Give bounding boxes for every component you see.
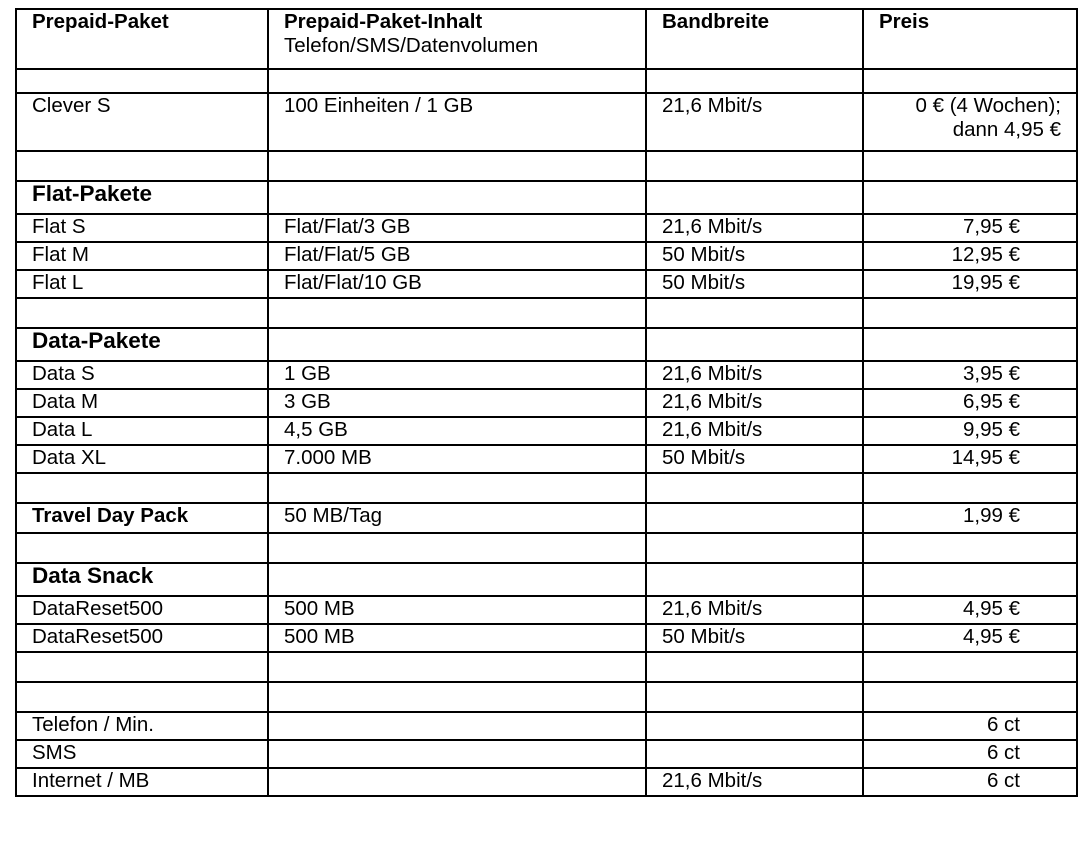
table-header-row: [16, 9, 1077, 69]
package-content: 3 GB: [268, 389, 646, 417]
package-bandwidth: 50 Mbit/s: [646, 242, 863, 270]
package-bandwidth: 21,6 Mbit/s: [646, 417, 863, 445]
package-bandwidth: 21,6 Mbit/s: [646, 768, 863, 796]
package-name: DataReset500: [16, 624, 268, 652]
table-row: [16, 242, 1077, 270]
spacer-row: [16, 533, 1077, 563]
header-inhalt: [268, 9, 646, 69]
table-row: [16, 214, 1077, 242]
package-content: 7.000 MB: [268, 445, 646, 473]
table-row: [16, 270, 1077, 298]
package-bandwidth: 21,6 Mbit/s: [646, 596, 863, 624]
package-bandwidth: 50 Mbit/s: [646, 624, 863, 652]
package-name: Data XL: [16, 445, 268, 473]
package-bandwidth: [646, 740, 863, 768]
spacer-row: [16, 473, 1077, 503]
package-content: 50 MB/Tag: [268, 503, 646, 533]
package-name: Telefon / Min.: [16, 712, 268, 740]
package-content: [268, 768, 646, 796]
package-name: Clever S: [16, 93, 268, 151]
spacer-row: [16, 682, 1077, 712]
package-price: 9,95 €: [863, 417, 1077, 445]
package-price: 4,95 €: [863, 596, 1077, 624]
package-content: 100 Einheiten / 1 GB: [268, 93, 646, 151]
header-inhalt-subtitle: Telefon/SMS/Datenvolumen: [284, 34, 539, 57]
package-bandwidth: [646, 712, 863, 740]
package-content: Flat/Flat/3 GB: [268, 214, 646, 242]
spacer-row: [16, 652, 1077, 682]
package-price: 6,95 €: [863, 389, 1077, 417]
section-row-data: [16, 328, 1077, 361]
package-price: 6 ct: [863, 740, 1077, 768]
spacer-row: [16, 298, 1077, 328]
package-bandwidth: 21,6 Mbit/s: [646, 214, 863, 242]
package-name: Flat M: [16, 242, 268, 270]
package-name: Flat L: [16, 270, 268, 298]
table-row: [16, 624, 1077, 652]
package-price: 12,95 €: [863, 242, 1077, 270]
package-name: Data S: [16, 361, 268, 389]
package-name: Flat S: [16, 214, 268, 242]
table-row: [16, 596, 1077, 624]
package-name: Travel Day Pack: [16, 503, 268, 533]
package-bandwidth: 50 Mbit/s: [646, 445, 863, 473]
package-name: SMS: [16, 740, 268, 768]
package-content: [268, 712, 646, 740]
package-bandwidth: 21,6 Mbit/s: [646, 93, 863, 151]
price-line-1: 0 € (4 Wochen);: [915, 94, 1061, 117]
package-price: 7,95 €: [863, 214, 1077, 242]
package-bandwidth: 21,6 Mbit/s: [646, 361, 863, 389]
package-bandwidth: 21,6 Mbit/s: [646, 389, 863, 417]
spacer-row: [16, 69, 1077, 93]
spacer-row: [16, 151, 1077, 181]
table-row: [16, 768, 1077, 796]
table-row: [16, 361, 1077, 389]
package-price: 19,95 €: [863, 270, 1077, 298]
package-name: Data M: [16, 389, 268, 417]
section-title-flat: Flat-Pakete: [16, 181, 268, 214]
package-bandwidth: 50 Mbit/s: [646, 270, 863, 298]
table-row: [16, 389, 1077, 417]
package-price: 1,99 €: [863, 503, 1077, 533]
header-preis: Preis: [863, 9, 1077, 69]
package-name: Internet / MB: [16, 768, 268, 796]
package-content: 500 MB: [268, 596, 646, 624]
package-price: 6 ct: [863, 712, 1077, 740]
package-content: 1 GB: [268, 361, 646, 389]
header-prepaid-paket: Prepaid-Paket: [16, 9, 268, 69]
section-row-flat: [16, 181, 1077, 214]
header-bandbreite: Bandbreite: [646, 9, 863, 69]
table-row: [16, 417, 1077, 445]
package-content: Flat/Flat/10 GB: [268, 270, 646, 298]
table-row: [16, 503, 1077, 533]
package-price: [863, 93, 1077, 151]
table-row: [16, 93, 1077, 151]
section-title-data: Data-Pakete: [16, 328, 268, 361]
package-content: 4,5 GB: [268, 417, 646, 445]
table-row: [16, 445, 1077, 473]
package-content: 500 MB: [268, 624, 646, 652]
package-name: Data L: [16, 417, 268, 445]
price-line-2: dann 4,95 €: [952, 118, 1061, 141]
section-row-snack: [16, 563, 1077, 596]
package-name: DataReset500: [16, 596, 268, 624]
package-price: 14,95 €: [863, 445, 1077, 473]
package-content: [268, 740, 646, 768]
header-inhalt-title: Prepaid-Paket-Inhalt: [284, 10, 483, 33]
package-price: 3,95 €: [863, 361, 1077, 389]
section-title-snack: Data Snack: [16, 563, 268, 596]
package-content: Flat/Flat/5 GB: [268, 242, 646, 270]
table-row: [16, 740, 1077, 768]
package-price: 6 ct: [863, 768, 1077, 796]
table-row: [16, 712, 1077, 740]
package-bandwidth: [646, 503, 863, 533]
package-price: 4,95 €: [863, 624, 1077, 652]
prepaid-tariff-table: [15, 8, 1078, 797]
